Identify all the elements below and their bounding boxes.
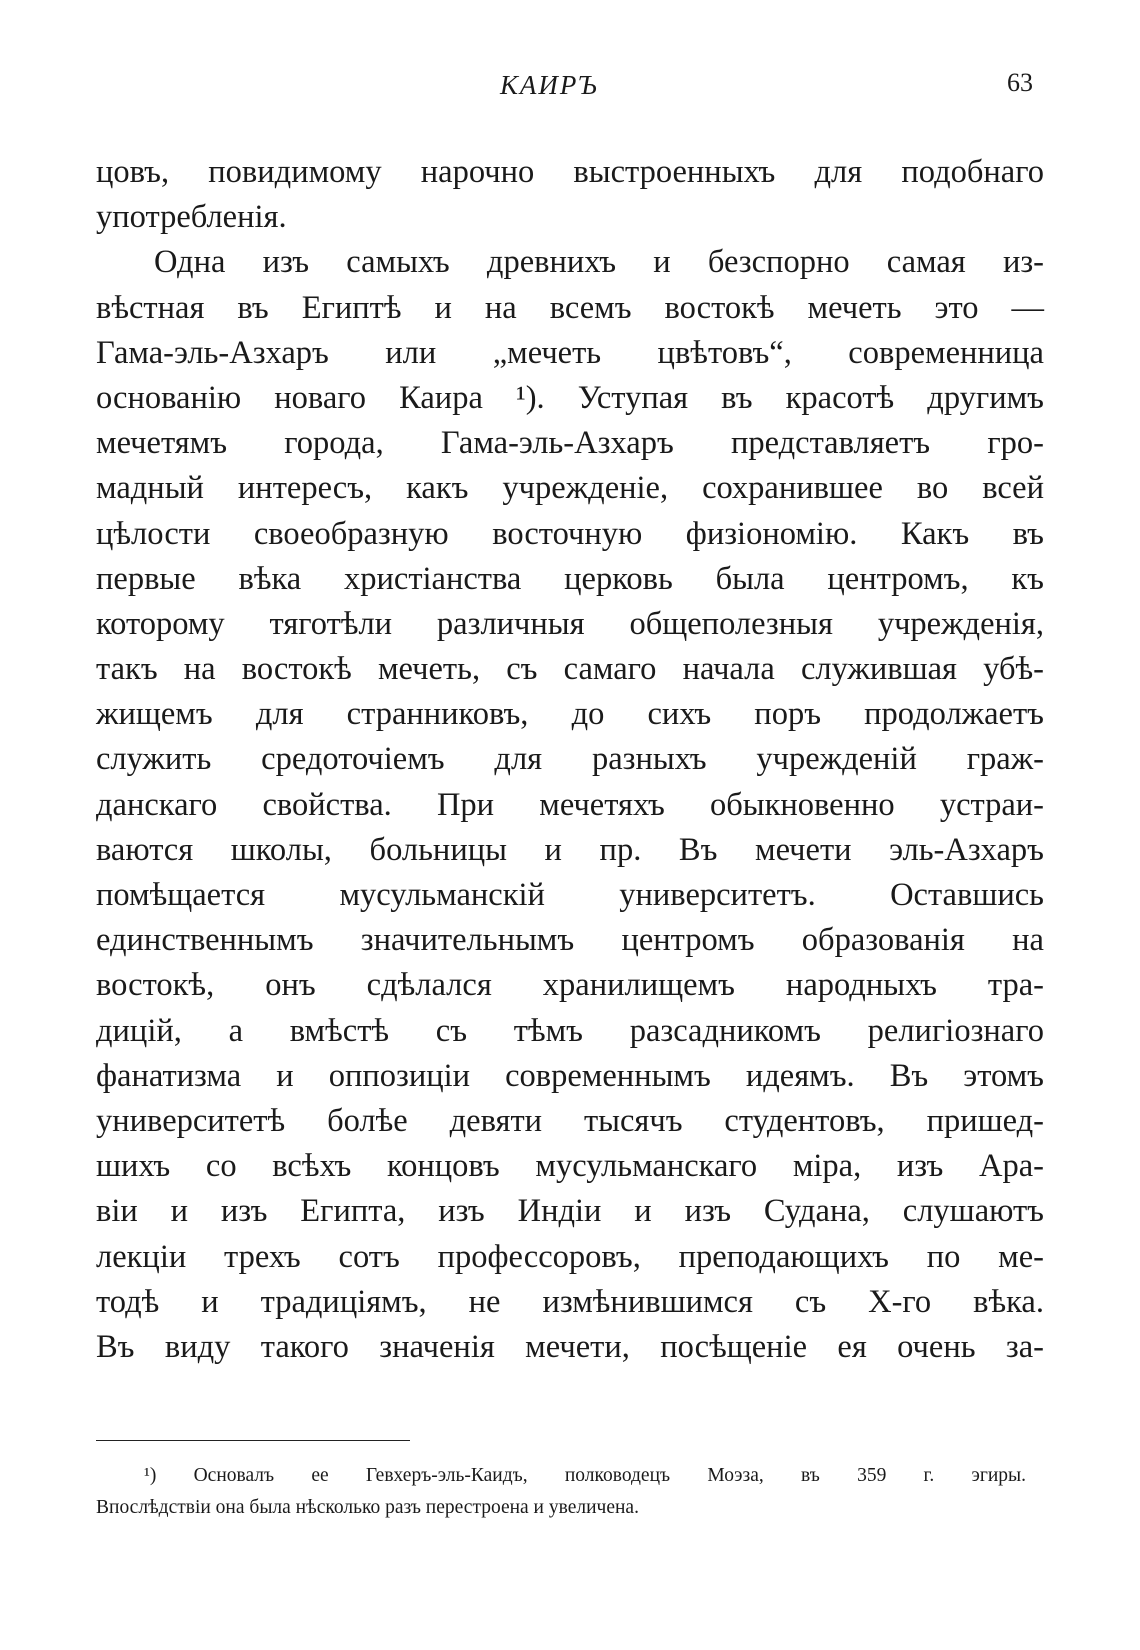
text-line: единственнымъ значительнымъ центромъ образованія на — [96, 922, 1044, 959]
text-line: цовъ, повидимому нарочно выстроенныхъ для подобнаго — [96, 154, 1044, 190]
text-line: которому тяготѣли различныя общеполезныя учрежденія, — [96, 605, 1044, 642]
text-line: лекціи трехъ сотъ профессоровъ, преподающихъ по ме- — [96, 1238, 1044, 1275]
footnote — [96, 1460, 1026, 1524]
text-line: востокѣ, онъ сдѣлался хранилищемъ народныхъ тра- — [96, 967, 1044, 1004]
text-line: такъ на востокѣ мечеть, съ самаго начала служившая убѣ- — [96, 651, 1044, 688]
text-line: тодѣ и традиціямъ, не измѣнившимся съ X-го вѣка. — [96, 1283, 1044, 1320]
text-line: основанію новаго Каира ¹). Уступая въ красотѣ другимъ — [96, 379, 1044, 416]
text-line: Въ виду такого значенія мечети, посѣщеніе ея очень за- — [96, 1328, 1044, 1365]
text-line: мечетямъ города, Гама-эль-Азхаръ представляетъ гро- — [96, 425, 1044, 462]
text-line: служить средоточіемъ для разныхъ учрежденій граж- — [96, 741, 1044, 778]
text-line: фанатизма и оппозиціи современнымъ идеямъ. Въ этомъ — [96, 1057, 1044, 1094]
text-line: шихъ со всѣхъ концовъ мусульманскаго міра, изъ Ара- — [96, 1148, 1044, 1185]
text-line: віи и изъ Египта, изъ Индіи и изъ Судана, слушаютъ — [96, 1193, 1044, 1230]
text-line: цѣлости своеобразную восточную физіономію. Какъ въ — [96, 515, 1044, 552]
text-line: мадный интересъ, какъ учрежденіе, сохранившее во всей — [96, 470, 1044, 507]
text-line: вѣстная въ Египтѣ и на всемъ востокѣ мечеть это — — [96, 289, 1044, 326]
text-line: ваются школы, больницы и пр. Въ мечети эль-Азхаръ — [96, 831, 1044, 868]
page-number: 63 — [1007, 68, 1033, 97]
text-line: Гама-эль-Азхаръ или „мечеть цвѣтовъ“, современница — [96, 334, 1044, 371]
text-line: употребленія. — [96, 199, 287, 236]
running-title: КАИРЪ — [500, 70, 599, 100]
running-head — [0, 70, 1140, 110]
text-line: жищемъ для странниковъ, до сихъ поръ продолжаетъ — [96, 696, 1044, 733]
text-line: Одна изъ самыхъ древнихъ и безспорно самая из- — [154, 244, 1044, 281]
text-line: данскаго свойства. При мечетяхъ обыкновенно устраи- — [96, 786, 1044, 823]
footnote-rule — [96, 1440, 410, 1441]
text-line: дицій, а вмѣстѣ съ тѣмъ разсадникомъ религіознаго — [96, 1012, 1044, 1049]
text-line: первые вѣка христіанства церковь была центромъ, къ — [96, 560, 1044, 597]
footnote-line: Впослѣдствіи она была нѣсколько разъ перестроена и увеличена. — [96, 1497, 639, 1518]
footnote-line: ¹) Основалъ ее Гевхеръ-эль-Каидъ, полководецъ Моэза, въ 359 г. эгиры. — [144, 1465, 1026, 1486]
text-line: помѣщается мусульманскій университетъ. Оставшись — [96, 877, 1044, 913]
body-text — [96, 150, 1044, 1370]
text-line: университетѣ болѣе девяти тысячъ студентовъ, пришед- — [96, 1102, 1044, 1139]
